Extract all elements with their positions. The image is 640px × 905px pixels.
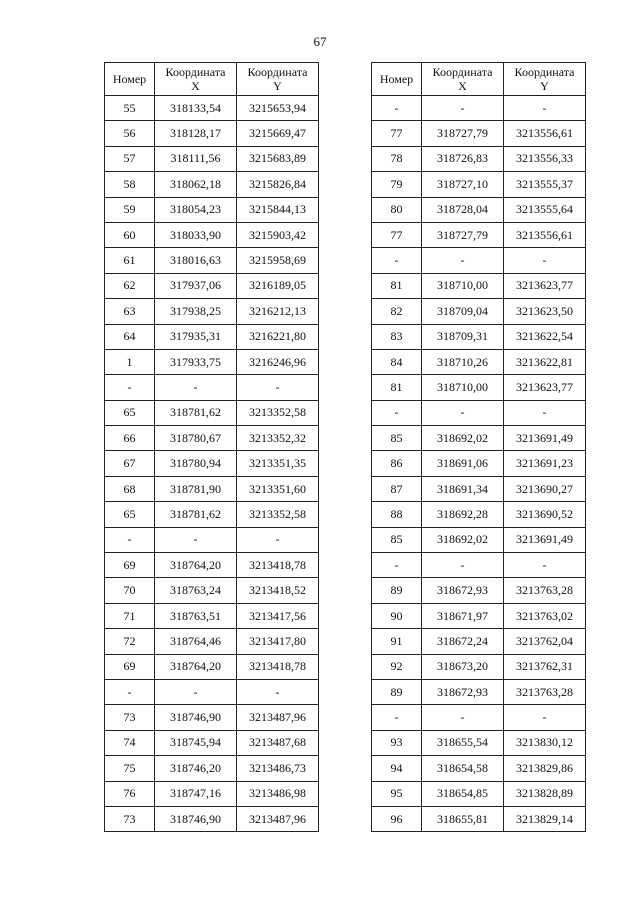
y-coordinate-cell: 3213351,35 bbox=[237, 451, 319, 476]
x-coordinate-cell: 318673,20 bbox=[422, 654, 504, 679]
table-header bbox=[105, 63, 319, 96]
y-coordinate-cell: 3213351,60 bbox=[237, 476, 319, 501]
y-coordinate-cell: 3213487,96 bbox=[237, 705, 319, 730]
y-coordinate-cell: 3213762,31 bbox=[504, 654, 586, 679]
y-coordinate-cell: 3213829,14 bbox=[504, 806, 586, 831]
table-row bbox=[105, 806, 319, 831]
y-coordinate-cell: 3213418,78 bbox=[237, 553, 319, 578]
point-number-cell: 63 bbox=[105, 299, 155, 324]
point-number-cell: 66 bbox=[105, 426, 155, 451]
x-coordinate-cell: 318709,31 bbox=[422, 324, 504, 349]
table-row bbox=[372, 299, 586, 324]
header-number: Номер bbox=[372, 63, 422, 96]
point-number-cell: 76 bbox=[105, 781, 155, 806]
y-coordinate-cell: - bbox=[237, 679, 319, 704]
y-coordinate-cell: 3215844,13 bbox=[237, 197, 319, 222]
x-coordinate-cell: 318709,04 bbox=[422, 299, 504, 324]
x-coordinate-cell: 318763,51 bbox=[155, 603, 237, 628]
point-number-cell: 57 bbox=[105, 146, 155, 171]
x-coordinate-cell: 317935,31 bbox=[155, 324, 237, 349]
coordinates-table-left bbox=[104, 62, 319, 832]
header-y-letter: Y bbox=[540, 79, 549, 93]
x-coordinate-cell: 318727,79 bbox=[422, 121, 504, 146]
x-coordinate-cell: 318691,06 bbox=[422, 451, 504, 476]
point-number-cell: 89 bbox=[372, 578, 422, 603]
point-number-cell: - bbox=[372, 400, 422, 425]
point-number-cell: 68 bbox=[105, 476, 155, 501]
header-coordinate-y bbox=[504, 63, 586, 96]
y-coordinate-cell: 3213762,04 bbox=[504, 629, 586, 654]
y-coordinate-cell: 3215903,42 bbox=[237, 222, 319, 247]
x-coordinate-cell: 318763,24 bbox=[155, 578, 237, 603]
table-row bbox=[372, 806, 586, 831]
point-number-cell: 59 bbox=[105, 197, 155, 222]
table-row bbox=[105, 756, 319, 781]
header-x-letter: X bbox=[191, 79, 200, 93]
y-coordinate-cell: 3213623,50 bbox=[504, 299, 586, 324]
y-coordinate-cell: 3216189,05 bbox=[237, 273, 319, 298]
x-coordinate-cell: 318745,94 bbox=[155, 730, 237, 755]
table-row bbox=[372, 629, 586, 654]
point-number-cell: 67 bbox=[105, 451, 155, 476]
point-number-cell: 71 bbox=[105, 603, 155, 628]
table-row bbox=[372, 756, 586, 781]
point-number-cell: - bbox=[372, 96, 422, 121]
point-number-cell: 94 bbox=[372, 756, 422, 781]
point-number-cell: - bbox=[372, 248, 422, 273]
y-coordinate-cell: - bbox=[237, 527, 319, 552]
x-coordinate-cell: - bbox=[155, 679, 237, 704]
point-number-cell: 84 bbox=[372, 349, 422, 374]
y-coordinate-cell: 3213622,54 bbox=[504, 324, 586, 349]
x-coordinate-cell: - bbox=[422, 96, 504, 121]
x-coordinate-cell: 318764,20 bbox=[155, 654, 237, 679]
y-coordinate-cell: 3213691,49 bbox=[504, 426, 586, 451]
y-coordinate-cell: 3213763,28 bbox=[504, 679, 586, 704]
table-row bbox=[372, 705, 586, 730]
point-number-cell: 77 bbox=[372, 121, 422, 146]
point-number-cell: 81 bbox=[372, 375, 422, 400]
table-row bbox=[372, 426, 586, 451]
table-row bbox=[105, 603, 319, 628]
table-row bbox=[372, 476, 586, 501]
point-number-cell: 64 bbox=[105, 324, 155, 349]
table-row bbox=[372, 197, 586, 222]
point-number-cell: 73 bbox=[105, 705, 155, 730]
x-coordinate-cell: 318654,85 bbox=[422, 781, 504, 806]
x-coordinate-cell: 318054,23 bbox=[155, 197, 237, 222]
table-body bbox=[372, 96, 586, 832]
x-coordinate-cell: 318710,00 bbox=[422, 375, 504, 400]
table-row bbox=[372, 146, 586, 171]
y-coordinate-cell: - bbox=[504, 248, 586, 273]
point-number-cell: 90 bbox=[372, 603, 422, 628]
x-coordinate-cell: 318746,90 bbox=[155, 705, 237, 730]
x-coordinate-cell: 318033,90 bbox=[155, 222, 237, 247]
header-coordinate-y bbox=[237, 63, 319, 96]
header-y-letter: Y bbox=[273, 79, 282, 93]
x-coordinate-cell: 318728,04 bbox=[422, 197, 504, 222]
x-coordinate-cell: 318654,58 bbox=[422, 756, 504, 781]
table-row bbox=[105, 172, 319, 197]
x-coordinate-cell: 318726,83 bbox=[422, 146, 504, 171]
point-number-cell: 85 bbox=[372, 426, 422, 451]
table-row bbox=[372, 121, 586, 146]
y-coordinate-cell: 3213690,52 bbox=[504, 502, 586, 527]
table-row bbox=[105, 96, 319, 121]
point-number-cell: 86 bbox=[372, 451, 422, 476]
table-row bbox=[105, 426, 319, 451]
table-row bbox=[105, 273, 319, 298]
table-row bbox=[372, 96, 586, 121]
table-row bbox=[105, 578, 319, 603]
y-coordinate-cell: 3213623,77 bbox=[504, 375, 586, 400]
y-coordinate-cell: 3213417,56 bbox=[237, 603, 319, 628]
table-row bbox=[372, 324, 586, 349]
x-coordinate-cell: 318764,46 bbox=[155, 629, 237, 654]
y-coordinate-cell: 3213623,77 bbox=[504, 273, 586, 298]
y-coordinate-cell: 3213352,58 bbox=[237, 400, 319, 425]
y-coordinate-cell: 3216221,80 bbox=[237, 324, 319, 349]
x-coordinate-cell: 318692,02 bbox=[422, 426, 504, 451]
table-row bbox=[105, 629, 319, 654]
y-coordinate-cell: 3213555,64 bbox=[504, 197, 586, 222]
table-row bbox=[105, 781, 319, 806]
y-coordinate-cell: 3213690,27 bbox=[504, 476, 586, 501]
table-row bbox=[372, 781, 586, 806]
table-row bbox=[372, 730, 586, 755]
point-number-cell: 93 bbox=[372, 730, 422, 755]
x-coordinate-cell: - bbox=[422, 705, 504, 730]
table-row bbox=[105, 222, 319, 247]
coordinates-table-right bbox=[371, 62, 586, 832]
point-number-cell: 62 bbox=[105, 273, 155, 298]
point-number-cell: 77 bbox=[372, 222, 422, 247]
point-number-cell: - bbox=[105, 527, 155, 552]
header-x-letter: X bbox=[458, 79, 467, 93]
y-coordinate-cell: 3213486,98 bbox=[237, 781, 319, 806]
y-coordinate-cell: 3215958,69 bbox=[237, 248, 319, 273]
table-row bbox=[105, 375, 319, 400]
point-number-cell: 70 bbox=[105, 578, 155, 603]
x-coordinate-cell: 318655,81 bbox=[422, 806, 504, 831]
y-coordinate-cell: 3213829,86 bbox=[504, 756, 586, 781]
y-coordinate-cell: 3213352,32 bbox=[237, 426, 319, 451]
table-row bbox=[105, 299, 319, 324]
y-coordinate-cell: 3213556,33 bbox=[504, 146, 586, 171]
table-row bbox=[105, 324, 319, 349]
table-row bbox=[372, 349, 586, 374]
header-coordinate-x bbox=[155, 63, 237, 96]
x-coordinate-cell: 318692,28 bbox=[422, 502, 504, 527]
x-coordinate-cell: 318672,24 bbox=[422, 629, 504, 654]
point-number-cell: 88 bbox=[372, 502, 422, 527]
table-row bbox=[105, 654, 319, 679]
point-number-cell: 1 bbox=[105, 349, 155, 374]
point-number-cell: 74 bbox=[105, 730, 155, 755]
y-coordinate-cell: 3213830,12 bbox=[504, 730, 586, 755]
table-row bbox=[372, 400, 586, 425]
point-number-cell: 89 bbox=[372, 679, 422, 704]
y-coordinate-cell: 3213555,37 bbox=[504, 172, 586, 197]
point-number-cell: - bbox=[372, 705, 422, 730]
table-row bbox=[105, 679, 319, 704]
header-number: Номер bbox=[105, 63, 155, 96]
y-coordinate-cell: 3213418,78 bbox=[237, 654, 319, 679]
x-coordinate-cell: - bbox=[155, 375, 237, 400]
x-coordinate-cell: 318016,63 bbox=[155, 248, 237, 273]
y-coordinate-cell: - bbox=[237, 375, 319, 400]
header-coordinate-x bbox=[422, 63, 504, 96]
point-number-cell: 95 bbox=[372, 781, 422, 806]
x-coordinate-cell: 318133,54 bbox=[155, 96, 237, 121]
table-row bbox=[372, 527, 586, 552]
table-row bbox=[105, 146, 319, 171]
point-number-cell: 92 bbox=[372, 654, 422, 679]
table-row bbox=[105, 476, 319, 501]
x-coordinate-cell: 318780,94 bbox=[155, 451, 237, 476]
table-header bbox=[372, 63, 586, 96]
table-row bbox=[372, 654, 586, 679]
table-row bbox=[372, 375, 586, 400]
header-row bbox=[372, 63, 586, 96]
y-coordinate-cell: 3213486,73 bbox=[237, 756, 319, 781]
point-number-cell: 87 bbox=[372, 476, 422, 501]
point-number-cell: 56 bbox=[105, 121, 155, 146]
y-coordinate-cell: 3213763,02 bbox=[504, 603, 586, 628]
x-coordinate-cell: 318710,00 bbox=[422, 273, 504, 298]
x-coordinate-cell: 318691,34 bbox=[422, 476, 504, 501]
point-number-cell: 75 bbox=[105, 756, 155, 781]
point-number-cell: 61 bbox=[105, 248, 155, 273]
point-number-cell: 65 bbox=[105, 400, 155, 425]
x-coordinate-cell: 318781,62 bbox=[155, 502, 237, 527]
x-coordinate-cell: 318111,56 bbox=[155, 146, 237, 171]
y-coordinate-cell: 3215669,47 bbox=[237, 121, 319, 146]
x-coordinate-cell: 318672,93 bbox=[422, 679, 504, 704]
x-coordinate-cell: 318727,79 bbox=[422, 222, 504, 247]
x-coordinate-cell: 318692,02 bbox=[422, 527, 504, 552]
table-row bbox=[372, 222, 586, 247]
table-row bbox=[372, 172, 586, 197]
table-row bbox=[105, 553, 319, 578]
table-row bbox=[372, 502, 586, 527]
table-row bbox=[105, 451, 319, 476]
point-number-cell: 78 bbox=[372, 146, 422, 171]
table-row bbox=[372, 553, 586, 578]
y-coordinate-cell: - bbox=[504, 705, 586, 730]
x-coordinate-cell: 318781,62 bbox=[155, 400, 237, 425]
y-coordinate-cell: 3216246,96 bbox=[237, 349, 319, 374]
point-number-cell: - bbox=[372, 553, 422, 578]
point-number-cell: 60 bbox=[105, 222, 155, 247]
table-body bbox=[105, 96, 319, 832]
point-number-cell: 65 bbox=[105, 502, 155, 527]
y-coordinate-cell: 3215653,94 bbox=[237, 96, 319, 121]
x-coordinate-cell: 317937,06 bbox=[155, 273, 237, 298]
x-coordinate-cell: 318747,16 bbox=[155, 781, 237, 806]
point-number-cell: 73 bbox=[105, 806, 155, 831]
x-coordinate-cell: 318746,20 bbox=[155, 756, 237, 781]
table-row bbox=[372, 248, 586, 273]
x-coordinate-cell: 318727,10 bbox=[422, 172, 504, 197]
y-coordinate-cell: 3213487,96 bbox=[237, 806, 319, 831]
x-coordinate-cell: 318671,97 bbox=[422, 603, 504, 628]
table-row bbox=[105, 502, 319, 527]
x-coordinate-cell: 318710,26 bbox=[422, 349, 504, 374]
point-number-cell: - bbox=[105, 679, 155, 704]
table-row bbox=[372, 603, 586, 628]
table-row bbox=[105, 705, 319, 730]
table-row bbox=[105, 121, 319, 146]
table-row bbox=[105, 248, 319, 273]
x-coordinate-cell: 318746,90 bbox=[155, 806, 237, 831]
table-row bbox=[372, 451, 586, 476]
table-row bbox=[105, 349, 319, 374]
x-coordinate-cell: 318781,90 bbox=[155, 476, 237, 501]
y-coordinate-cell: 3213622,81 bbox=[504, 349, 586, 374]
table-row bbox=[372, 578, 586, 603]
y-coordinate-cell: 3213352,58 bbox=[237, 502, 319, 527]
y-coordinate-cell: - bbox=[504, 400, 586, 425]
y-coordinate-cell: 3215683,89 bbox=[237, 146, 319, 171]
x-coordinate-cell: - bbox=[422, 400, 504, 425]
x-coordinate-cell: 318655,54 bbox=[422, 730, 504, 755]
x-coordinate-cell: 318764,20 bbox=[155, 553, 237, 578]
point-number-cell: 79 bbox=[372, 172, 422, 197]
header-coordinate-word: Координата bbox=[247, 65, 308, 79]
point-number-cell: - bbox=[105, 375, 155, 400]
x-coordinate-cell: 318780,67 bbox=[155, 426, 237, 451]
y-coordinate-cell: 3213691,49 bbox=[504, 527, 586, 552]
y-coordinate-cell: 3216212,13 bbox=[237, 299, 319, 324]
point-number-cell: 55 bbox=[105, 96, 155, 121]
x-coordinate-cell: - bbox=[422, 553, 504, 578]
table-row bbox=[105, 400, 319, 425]
y-coordinate-cell: - bbox=[504, 96, 586, 121]
point-number-cell: 80 bbox=[372, 197, 422, 222]
point-number-cell: 72 bbox=[105, 629, 155, 654]
y-coordinate-cell: 3213691,23 bbox=[504, 451, 586, 476]
x-coordinate-cell: 317933,75 bbox=[155, 349, 237, 374]
point-number-cell: 85 bbox=[372, 527, 422, 552]
header-row bbox=[105, 63, 319, 96]
point-number-cell: 69 bbox=[105, 654, 155, 679]
point-number-cell: 83 bbox=[372, 324, 422, 349]
header-coordinate-word: Координата bbox=[514, 65, 575, 79]
y-coordinate-cell: 3213556,61 bbox=[504, 121, 586, 146]
y-coordinate-cell: 3213763,28 bbox=[504, 578, 586, 603]
y-coordinate-cell: - bbox=[504, 553, 586, 578]
x-coordinate-cell: 318062,18 bbox=[155, 172, 237, 197]
x-coordinate-cell: 318672,93 bbox=[422, 578, 504, 603]
table-row bbox=[105, 527, 319, 552]
point-number-cell: 82 bbox=[372, 299, 422, 324]
point-number-cell: 91 bbox=[372, 629, 422, 654]
point-number-cell: 58 bbox=[105, 172, 155, 197]
table-row bbox=[372, 679, 586, 704]
x-coordinate-cell: - bbox=[155, 527, 237, 552]
table-row bbox=[105, 730, 319, 755]
point-number-cell: 69 bbox=[105, 553, 155, 578]
y-coordinate-cell: 3213418,52 bbox=[237, 578, 319, 603]
x-coordinate-cell: 318128,17 bbox=[155, 121, 237, 146]
x-coordinate-cell: - bbox=[422, 248, 504, 273]
header-coordinate-word: Координата bbox=[165, 65, 226, 79]
page-number: 67 bbox=[313, 34, 327, 49]
point-number-cell: 96 bbox=[372, 806, 422, 831]
x-coordinate-cell: 317938,25 bbox=[155, 299, 237, 324]
y-coordinate-cell: 3215826,84 bbox=[237, 172, 319, 197]
table-row bbox=[105, 197, 319, 222]
table-row bbox=[372, 273, 586, 298]
y-coordinate-cell: 3213487,68 bbox=[237, 730, 319, 755]
y-coordinate-cell: 3213417,80 bbox=[237, 629, 319, 654]
y-coordinate-cell: 3213556,61 bbox=[504, 222, 586, 247]
header-coordinate-word: Координата bbox=[432, 65, 493, 79]
point-number-cell: 81 bbox=[372, 273, 422, 298]
y-coordinate-cell: 3213828,89 bbox=[504, 781, 586, 806]
